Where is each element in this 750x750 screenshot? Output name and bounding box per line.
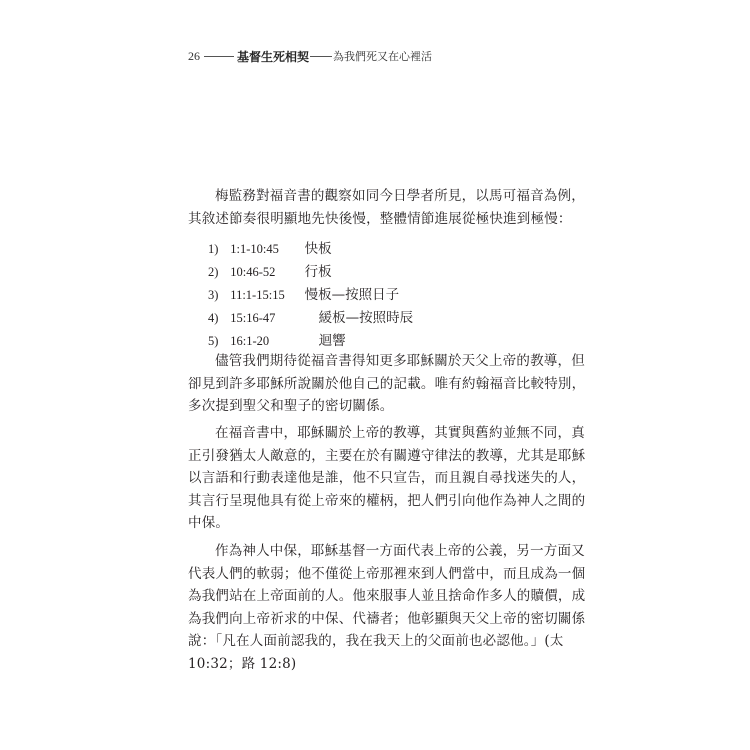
paragraph-line: 中保。 [188,515,230,531]
list-item-number: 3) [208,288,219,302]
paragraph-line: 說：「凡在人面前認我的，我在我天上的父面前也必認他。」(太 [188,633,564,649]
list-item-number: 1) [208,242,219,256]
paragraph-line: 正引發猶太人敵意的，主要在於有關遵守律法的教導，尤其是耶穌 [188,447,586,464]
list-item [208,261,508,284]
body-paragraph-2 [188,350,586,418]
tempo-description: 慢板—按照日子 [304,287,400,303]
page-number: 26 [188,48,200,63]
body-paragraph-4 [188,540,586,675]
list-item-number: 2) [208,265,219,279]
paragraph-line: 代表人們的軟弱；他不僅從上帝那裡來到人們當中，而且成為一個 [188,565,586,582]
body-paragraph-3 [188,422,586,535]
paragraph-line: 多次提到聖父和聖子的密切關係。 [188,398,394,414]
scripture-reference: 11:1-15:15 [230,288,285,302]
book-title: 基督生死相契 [237,49,310,64]
book-subtitle: 為我們死又在心裡活 [333,50,433,63]
list-item-number: 4) [208,311,219,325]
scripture-reference: 10:46-52 [230,265,276,279]
tempo-description: 行板 [304,264,332,280]
running-header [188,47,432,65]
title-dash [310,56,332,57]
scripture-reference: 1:1-10:45 [230,242,279,256]
list-item [208,307,508,330]
tempo-description: 緩板—按照時辰 [318,310,414,326]
intro-paragraph [188,185,585,230]
scripture-reference: 16:1-20 [230,334,270,348]
paragraph-line: 儘管我們期待從福音書得知更多耶穌關於天父上帝的教導，但 [215,353,585,369]
paragraph-line: 卻見到許多耶穌所說關於他自己的記載。唯有約翰福音比較特別， [188,375,586,392]
intro-line: 梅監務對福音書的觀察如同今日學者所見，以馬可福音為例， [215,188,585,204]
paragraph-line: 為我們向上帝祈求的中保、代禱者；他彰顯與天父上帝的密切關係 [188,610,586,627]
list-item [208,284,508,307]
intro-line: 其敘述節奏很明顯地先快後慢，整體情節進展從極快進到極慢： [188,210,572,227]
header-rule [204,56,234,57]
paragraph-line: 10:32；路 12:8) [188,655,297,672]
tempo-description: 快板 [304,241,332,257]
paragraph-line: 作為神人中保，耶穌基督一方面代表上帝的公義，另一方面又 [215,543,585,559]
scripture-reference: 15:16-47 [230,311,276,325]
list-item-number: 5) [208,334,219,348]
paragraph-line: 以言語和行動表達他是誰，他不只宣告，而且親自尋找迷失的人， [188,470,586,486]
paragraph-line: 為我們站在上帝面前的人。他來服事人並且捨命作多人的贖價，成 [188,588,586,604]
paragraph-line: 其言行呈現他具有從上帝來的權柄，把人們引向他作為神人之間的 [188,492,586,509]
paragraph-line: 在福音書中，耶穌關於上帝的教導，其實與舊約並無不同，真 [215,425,585,441]
pace-list [208,238,508,353]
tempo-description: 迴響 [318,333,346,349]
list-item [208,238,508,261]
